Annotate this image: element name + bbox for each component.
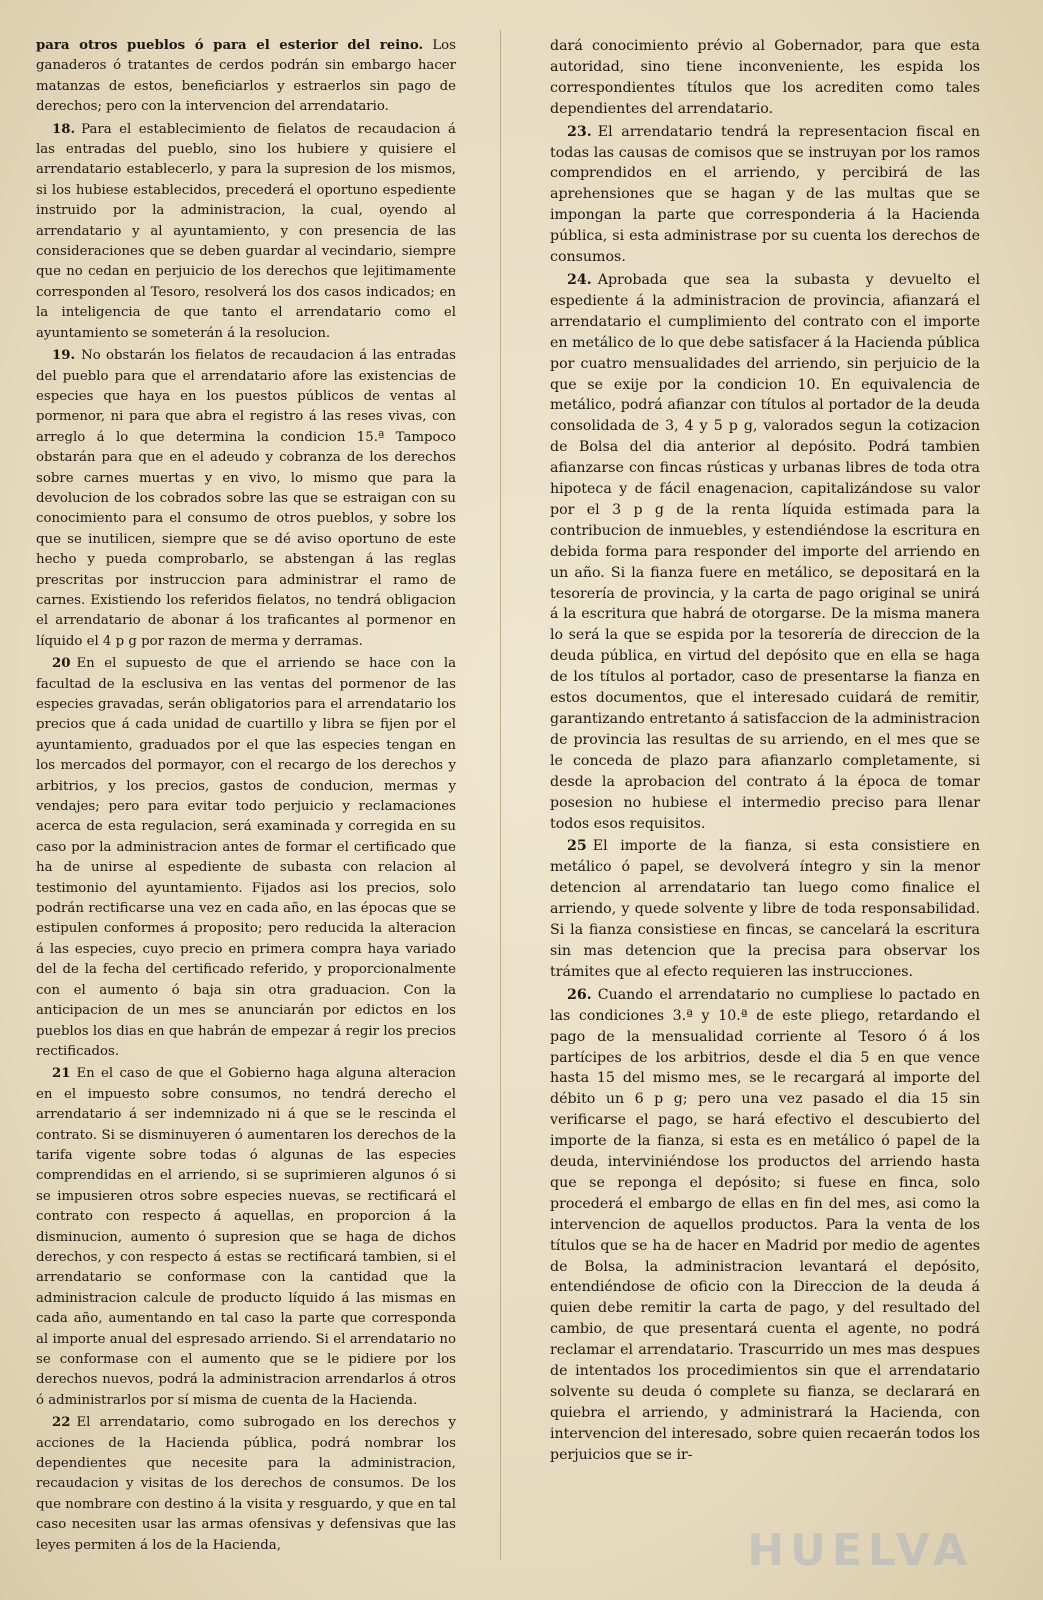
column-divider bbox=[500, 30, 501, 1560]
paragraph bbox=[36, 346, 456, 652]
condition-number: 22 bbox=[51, 1415, 71, 1431]
paragraph-text: No obstarán los fielatos de recaudacion á las entradas del pueblo para que el arrendatario afore las existencias de especies que haya en los puestos públicos de ventas al pormenor, ni para que abra el registro á las reses vivas, con arreglo á lo que determina la condicion 15.ª Tampoco obstarán para que en el adeudo y cobranza de los derechos sobre carnes muertas y en vivo, lo mismo que para la devolucion de los cobrados sobre las que se estraigan con su conocimiento para el consumo de otros pueblos, y sobre los que se inutilicen, siempre que se dé aviso oportuno de este hecho y pueda comprobarlo, se abstengan á las reglas prescritas por instruccion para administrar el ramo de carnes. Existiendo los referidos fielatos, no tendrá obligacion el arrendatario de abonar á los traficantes al pormenor en líquido el 4 p g por razon de merma y derramas. bbox=[36, 348, 456, 649]
condition-number: 20 bbox=[51, 656, 71, 672]
right-column bbox=[550, 36, 980, 1566]
paragraph bbox=[36, 1064, 456, 1411]
paragraph bbox=[36, 654, 456, 1062]
paragraph-text: El arrendatario, como subrogado en los derechos y acciones de la Hacienda pública, podrá nombrar los dependientes que necesite para la administracion, recaudacion y visitas de los derechos de consumos. De los que nombrare con destino á la visita y resguardo, y que en tal caso necesiten usar las armas ofensivas y defensivas que las leyes permiten á los de la Hacienda, bbox=[36, 1415, 456, 1553]
watermark-logo: HUELVA bbox=[747, 1525, 973, 1576]
condition-number: 24. bbox=[567, 271, 592, 288]
condition-number: 26. bbox=[567, 986, 592, 1003]
paragraph bbox=[550, 270, 980, 834]
condition-number: 19. bbox=[51, 348, 76, 364]
paragraph bbox=[550, 836, 980, 982]
paragraph-text: En el supuesto de que el arriendo se hace con la facultad de la esclusiva en las ventas del pormenor de las especies gravadas, serán obligatorios para el arrendatario los precios que á cada unidad de cuartillo y libra se fijen por el ayuntamiento, graduados por el que las especies tengan en los mercados del pormayor, con el recargo de los derechos y arbitrios, y los precios, gastos de conducion, mermas y vendajes; pero para evitar todo perjuicio y reclamaciones acerca de esta regulacion, será examinada y corregida en su caso por la administracion antes de formar el certificado que ha de unirse al espediente de subasta con relacion al testimonio del ayuntamiento. Fijados asi los precios, solo podrán rectificarse una vez en cada año, en las épocas que se estipulen conformes á proposito; pero reducida la alteracion á las especies, cuyo precio en primera compra haya variado del de la fecha del certificado referido, y proporcionalmente con el aumento ó baja sin otra graduacion. Con la anticipacion de un mes se anunciarán por edictos en los pueblos los dias en que habrán de empezar á regir los precios rectificados. bbox=[36, 656, 456, 1059]
paragraph-text: Para el establecimiento de fielatos de recaudacion á las entradas del pueblo, sino los hubiere y quisiere el arrendatario establecerlo, y para la supresion de los mismos, si los hubiese establecidos, precederá el oportuno espediente instruido por la administracion, la cual, oyendo al arrendatario y al ayuntamiento, y con presencia de las consideraciones que se deben guardar al vecindario, siempre que no cedan en perjuicio de los derechos que lejitimamente corresponden al Tesoro, resolverá los dos casos indicados; en la inteligencia de que tanto el arrendatario como el ayuntamiento se someterán á la resolucion. bbox=[36, 121, 456, 341]
paragraph bbox=[550, 36, 980, 120]
paragraph bbox=[36, 120, 456, 344]
paragraph-text: El importe de la fianza, si esta consistiere en metálico ó papel, se devolverá íntegro y sin la menor detencion al arrendatario tan luego como finalice el arriendo, y quede solvente y libre de toda responsabilidad. Si la fianza consistiese en fincas, se cancelará la escritura sin mas detencion que la precisa para observar los trámites que al efecto requieren las instrucciones. bbox=[550, 838, 980, 980]
paragraph bbox=[36, 1413, 456, 1556]
paragraph bbox=[36, 36, 456, 118]
left-column bbox=[36, 36, 456, 1556]
condition-number: 18. bbox=[51, 121, 76, 137]
paragraph bbox=[550, 985, 980, 1466]
paragraph-text: Aprobada que sea la subasta y devuelto el espediente á la administracion de provincia, afianzará el arrendatario el cumplimiento del contrato con el importe en metálico de lo que debe satisfacer á la Hacienda pública por cuatro mensualidades del arriendo, sin perjuicio de la que se exije por la condicion 10. En equivalencia de metálico, podrá afianzar con títulos al portador de la deuda consolidada de 3, 4 y 5 p g, valorados segun la cotizacion de Bolsa del dia anterior al depósito. Podrá tambien afianzarse con fincas rústicas y urbanas libres de toda otra hipoteca y de fácil enagenacion, capitalizándose su valor por el 3 p g de la renta líquida estimada para la contribucion de inmuebles, y estendiéndose la escritura en debida forma para responder del importe del arriendo en un año. Si la fianza fuere en metálico, se depositará en la tesorería de provincia, y la carta de pago original se unirá á la escritura que habrá de otorgarse. De la misma manera lo será la que se espida por la tesorería de direccion de la deuda pública, en virtud del depósito que en ella se haga de los títulos al portador, caso de presentarse la fianza en estos documentos, que el interesado cuidará de remitir, garantizando entretanto á satisfaccion de la administracion de provincia las resultas de su arriendo, en el mes que se le conceda de plazo para afianzarlo completamente, si desde la aprobacion del contrato á la época de tomar posesion no hubiese el intermedio preciso para llenar todos esos requisitos. bbox=[550, 271, 980, 832]
paragraph-lead: para otros pueblos ó para el esterior del reino. bbox=[36, 38, 424, 53]
condition-number: 23. bbox=[567, 123, 592, 140]
paragraph-text: El arrendatario tendrá la representacion fiscal en todas las causas de comisos que se instruyan por los ramos comprendidos en el arriendo, y percibirá de las aprehensiones que se hagan y de las multas que se impongan la parte que corresponderia á la Hacienda pública, si esta administrase por su cuenta los derechos de consumos. bbox=[550, 123, 980, 266]
paragraph-text: dará conocimiento prévio al Gobernador, para que esta autoridad, sino tiene inconveniente, les espida los correspondientes títulos que los acrediten como tales dependientes del arrendatario. bbox=[550, 38, 980, 117]
condition-number: 21 bbox=[51, 1066, 71, 1082]
paragraph-text: En el caso de que el Gobierno haga alguna alteracion en el impuesto sobre consumos, no tendrá derecho el arrendatario á ser indemnizado ni á que se le rescinda el contrato. Si se disminuyeren ó aumentaren los derechos de la tarifa vigente sobre todas ó algunas de las especies comprendidas en el arriendo, si se suprimieren algunos ó si se impusieren otros sobre especies nuevas, se rectificará el contrato con respecto á aquellas, en proporcion á la disminucion, aumento ó supresion que se haga de dichos derechos, y con respecto á estas se rectificará tambien, si el arrendatario se conformase con la cantidad que la administracion calcule de producto líquido á las mismas en cada año, aumentando en tal caso la parte que corresponda al importe anual del espresado arriendo. Si el arrendatario no se conformase con el aumento que se le pidiere por los derechos nuevos, podrá la administracion arrendarlos á otros ó administrarlos por sí misma de cuenta de la Hacienda. bbox=[36, 1066, 456, 1408]
paragraph-text: Los ganaderos ó tratantes de cerdos podrán sin embargo hacer matanzas de estos, beneficiarlos y estraerlos sin pago de derechos; pero con la intervencion del arrendatario. bbox=[36, 38, 456, 115]
condition-number: 25 bbox=[567, 838, 587, 855]
paragraph-text: Cuando el arrendatario no cumpliese lo pactado en las condiciones 3.ª y 10.ª de este pliego, retardando el pago de la mensualidad corriente al Tesoro ó á los partícipes de los arbitrios, desde el dia 5 en que vence hasta 15 del mismo mes, se le recargará al importe del débito un 6 p g; pero una vez pasado el dia 15 sin verificarse el pago, se hará efectivo el descubierto del importe de la fianza, si esta es en metálico ó papel de la deuda, interviniéndose los productos del arriendo hasta que se reponga el depósito; si fuese en finca, solo procederá el embargo de ellas en fin del mes, asi como la intervencion de aquellos productos. Para la venta de los títulos que se ha de hacer en Madrid por medio de agentes de Bolsa, la administracion levantará el depósito, entendiéndose de oficio con la Direccion de la deuda á quien debe remitir la carta de pago, y del resultado del cambio, de que presentará cuenta el agente, no podrá reclamar el arrendatario. Trascurrido un mes mas despues de intentados los procedimientos sin que el arrendatario solvente su deuda ó complete su fianza, se declarará en quiebra el arriendo, y administrará la Hacienda, con intervencion del interesado, sobre quien recaerán todos los perjuicios que se ir- bbox=[550, 986, 980, 1463]
paragraph bbox=[550, 122, 980, 268]
